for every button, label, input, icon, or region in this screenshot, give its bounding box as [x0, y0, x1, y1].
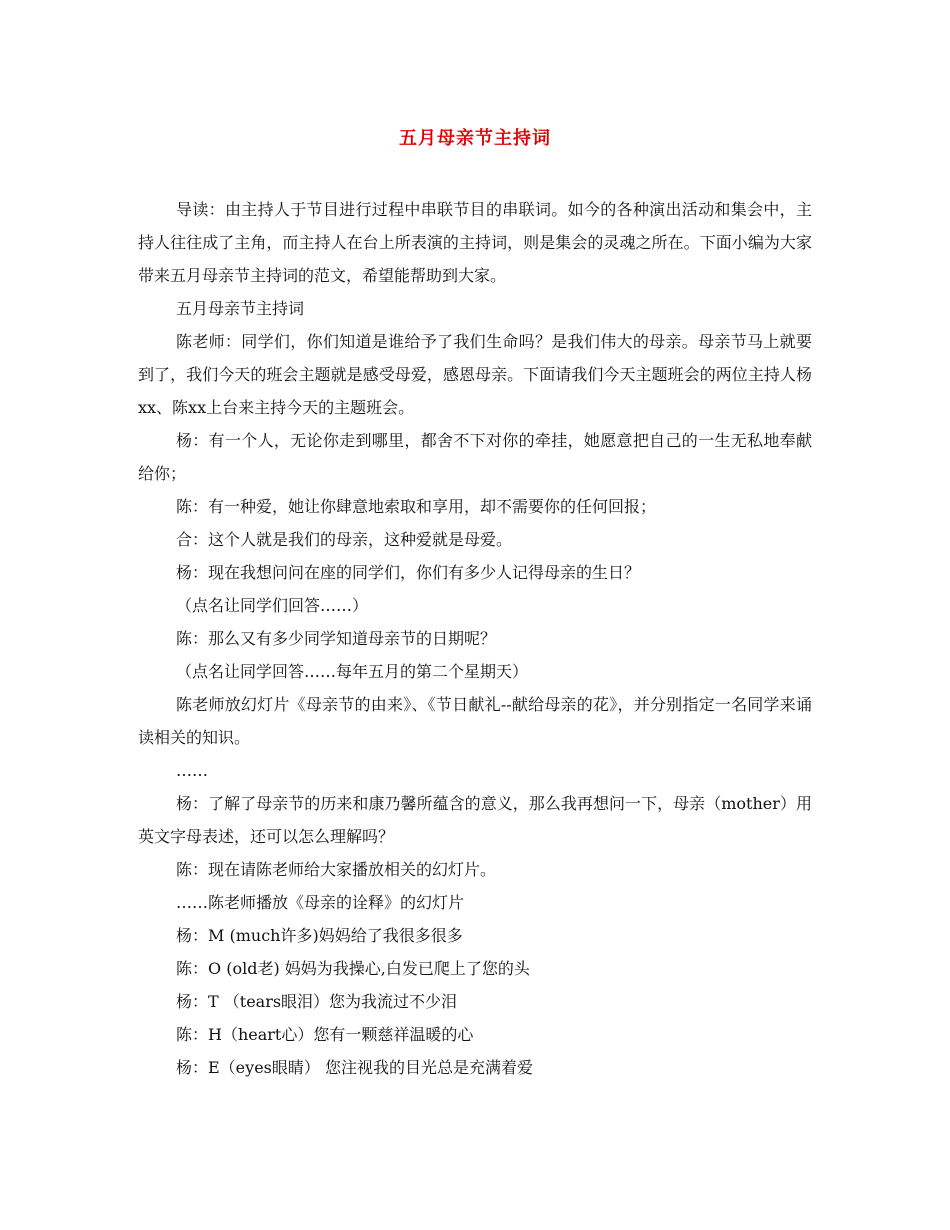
- paragraph-letter-o: 陈：O (old老) 妈妈为我操心,白发已爬上了您的头: [176, 959, 530, 978]
- paragraph-yang-2: 杨：现在我想问问在座的同学们，你们有多少人记得母亲的生日？: [176, 563, 641, 582]
- paragraph-subtitle: 五月母亲节主持词: [176, 299, 305, 318]
- paragraph-chen-1: 陈：有一种爱，她让你肆意地索取和享用，却不需要你的任何回报；: [176, 497, 657, 516]
- paragraph-yang-3: 杨：了解了母亲节的历来和康乃馨所蕴含的意义，那么我再想问一下，母亲（mother）用英文字母表述，还可以怎么理解吗？: [138, 794, 812, 846]
- paragraph-note-1: （点名让同学们回答……）: [176, 596, 369, 615]
- paragraph-note-2: （点名让同学回答……每年五月的第二个星期天）: [176, 662, 529, 681]
- paragraph-intro: 导读：由主持人于节目进行过程中串联节目的串联词。如今的各种演出活动和集会中，主持人往往成了主角，而主持人在台上所表演的主持词，则是集会的灵魂之所在。下面小编为大家带来五月母亲节主持词的范文，希望能帮助到大家。: [138, 200, 812, 285]
- paragraph-together: 合：这个人就是我们的母亲，这种爱就是母爱。: [176, 530, 513, 549]
- paragraph-chen-2: 陈：那么又有多少同学知道母亲节的日期呢？: [176, 629, 497, 648]
- paragraph-ellipsis: ……: [176, 761, 208, 780]
- paragraph-teacher-chen: 陈老师：同学们，你们知道是谁给予了我们生命吗？是我们伟大的母亲。母亲节马上就要到了，我们今天的班会主题就是感受母爱，感恩母亲。下面请我们今天主题班会的两位主持人杨xx、陈xx上台来主持今天的主题班会。: [138, 332, 812, 417]
- paragraph-slides: 陈老师放幻灯片《母亲节的由来》、《节日献礼--献给母亲的花》，并分别指定一名同学来诵读相关的知识。: [138, 695, 812, 747]
- document-body: [138, 193, 812, 1084]
- paragraph-letter-t: 杨：T （tears眼泪）您为我流过不少泪: [176, 992, 458, 1011]
- paragraph-letter-e: 杨：E（eyes眼睛） 您注视我的目光总是充满着爱: [176, 1058, 533, 1077]
- paragraph-yang-1: 杨：有一个人，无论你走到哪里，都舍不下对你的牵挂，她愿意把自己的一生无私地奉献给你；: [138, 431, 812, 483]
- paragraph-slides-2: ……陈老师播放《母亲的诠释》的幻灯片: [176, 893, 465, 912]
- paragraph-chen-3: 陈：现在请陈老师给大家播放相关的幻灯片。: [176, 860, 497, 879]
- paragraph-letter-m: 杨：M (much许多)妈妈给了我很多很多: [176, 926, 463, 945]
- paragraph-letter-h: 陈：H（heart心）您有一颗慈祥温暖的心: [176, 1025, 474, 1044]
- document-title: 五月母亲节主持词: [399, 128, 551, 149]
